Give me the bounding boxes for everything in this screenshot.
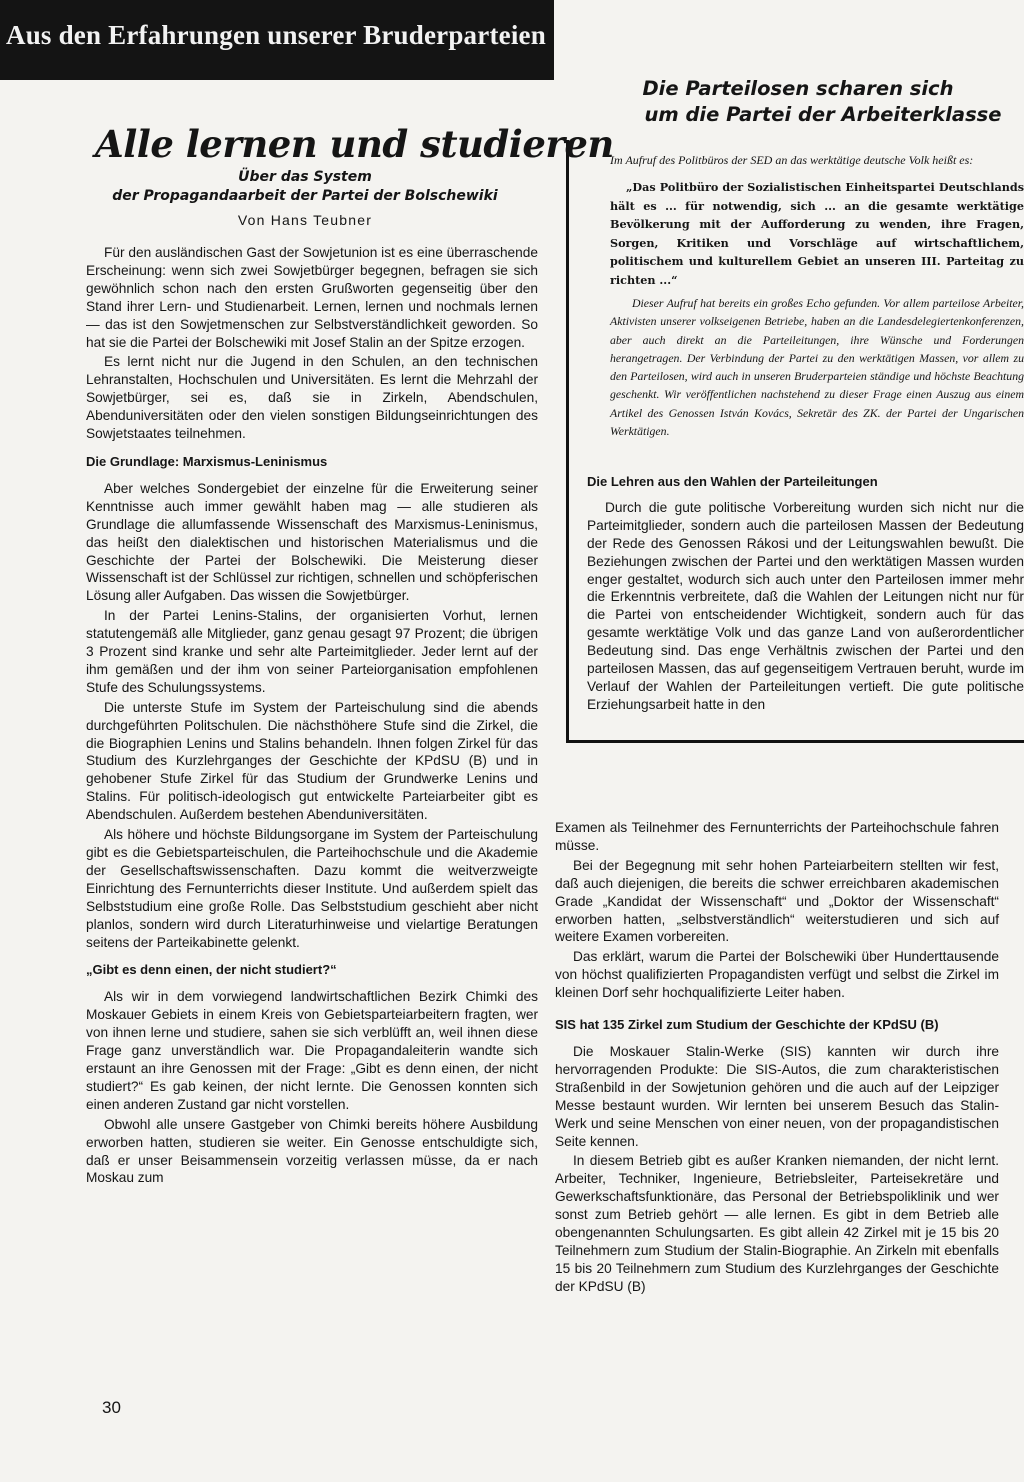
paragraph: Bei der Begegnung mit sehr hohen Parteiarbeitern stellten wir fest, daß auch diejenigen, die bereits die schwer erreichbaren akademischen Grade „Kandidat der Wissenschaft“ und „Doktor der Wissenschaft“ erworben hatten, „selbstverständlich“ weiterstudieren und sich auf weitere Examen vorbereiten. (555, 857, 999, 945)
paragraph: Obwohl alle unsere Gastgeber von Chimki bereits höhere Ausbildung erworben hatten, studieren sie weiter. Ein Genosse entschuldigte sich, daß er unser Beisammensein vorzeitig verlassen müsse, da er nach Moskau zum (86, 1116, 538, 1186)
section-header-title: Aus den Erfahrungen unserer Bruderparteien (6, 20, 546, 50)
right-article-headline (572, 76, 1024, 128)
right-headline-line2: um die Partei der Arbeiterklasse (644, 103, 1002, 126)
subtitle-line1: Über das System (238, 169, 372, 185)
right-article-section-heading: Die Lehren aus den Wahlen der Parteileitungen (587, 474, 878, 489)
section-heading: Die Grundlage: Marxismus-Leninismus (86, 453, 328, 469)
subtitle-line2: der Propagandaarbeit der Partei der Bolschewiki (112, 188, 498, 204)
right-headline-line1: Die Parteilosen scharen sich (642, 77, 954, 100)
paragraph: Die Moskauer Stalin-Werke (SIS) kannten wir durch ihre hervorragenden Produkte: Die SIS-Autos, die zum charakteristischen Straßenbild in der Sowjetunion gehören und die auch auf der Leipziger Messe bestaunt wurden. Wir lernten bei unserem Besuch das Stalin-Werk und seine Menschen von einer neuen, von der propagandistischen Seite kennen. (555, 1043, 999, 1149)
paragraph: Als wir in dem vorwiegend landwirtschaftlichen Bezirk Chimki des Moskauer Gebiets in einem Kreis von Gebietsparteiarbeitern fragten, wer von ihnen lerne und studiere, sahen sie sich verblüfft an, weil ihnen diese Frage ganz unverständlich war. Die Propagandaleiterin wandte sich erstaunt an ihre Genossen mit der Frage: „Gibt es denn einen, der nicht studiert?“ Es gab keinen, der nicht lernte. Die Genossen konnten sich einen anderen Zustand gar nicht vorstellen. (86, 989, 538, 1112)
paragraph: Aber welches Sondergebiet der einzelne für die Erweiterung seiner Kenntnisse auch immer gewählt haben mag — alle studieren als Grundlage die allumfassende Wissenschaft des Marxismus-Leninismus, das heißt den dialektischen und historischen Materialismus und die Geschichte der Partei der Bolschewiki. Die Meisterung dieser Wissenschaft ist der Schlüssel zur richtigen, schnellen und schöpferischen Lösung aller Aufgaben. Das wissen die Sowjetbürger. (86, 480, 538, 604)
paragraph: Für den ausländischen Gast der Sowjetunion ist es eine überraschende Erscheinung: wenn sich zwei Sowjetbürger begegnen, befragen sie sich gewöhnlich schon nach den ersten Grußworten gegenseitig über den Stand ihrer Lern- und Studienarbeit. Lernen, lernen und nochmals lernen — das ist den Sowjetmenschen zur Selbstverständlichkeit geworden. So hat sie die Partei der Bolschewiki mit Josef Stalin an der Spitze erzogen. (86, 245, 538, 350)
page-number: 30 (102, 1398, 121, 1417)
right-article-echo: Dieser Aufruf hat bereits ein großes Echo gefunden. Vor allem parteilose Arbeiter, Aktivisten unserer volkseigenen Betriebe, haben an die Landesdelegiertenkonferenzen, aber auch direkt an die Parteileitungen, ihre Wünsche und Forderungen herangetragen. Der Verbindung der Partei zu den werktätigen Massen, vor allem zu den Parteilosen, wird auch in unseren Bruderparteien ständige und höchste Beachtung geschenkt. Wir veröffentlichen nachstehend zu dieser Frage einen Auszug aus einem Artikel des Genossen István Kovács, Sekretär des ZK. der Partei der Ungarischen Werktätigen. (610, 296, 1024, 439)
paragraph: Als höhere und höchste Bildungsorgane im System der Parteischulung gibt es die Gebietsparteischulen, die Parteihochschule und die Akademie der Gesellschaftswissenschaften. Dazu kommt die weitverzweigte Einrichtung des Fernunterrichts dieser Institute. Und außerdem spielt das Selbststudium eine große Rolle. Das Selbststudium geschieht aber nicht planlos, sondern wird durch Literaturhinweise und vielartige Beratungen seitens der Parteikabinette gelenkt. (86, 827, 538, 950)
paragraph: Die unterste Stufe im System der Parteischulung sind die abends durchgeführten Politschulen. Die nächsthöhere Stufe sind die Zirkel, die die Biographien Lenins und Stalins behandeln. Ihnen folgen Zirkel für das Studium des Kurzlehrganges der Geschichte der KPdSU (B) und in gehobener Stufe Zirkel für das Studium der Grundwerke Lenins und Stalins. Für politisch-ideologisch gut entwickelte Parteiarbeiter gibt es Abendschulen. Außerdem bestehen Abenduniversitäten. (86, 699, 538, 823)
paragraph: Es lernt nicht nur die Jugend in den Schulen, an den technischen Lehranstalten, Hochschulen und Universitäten. Es lernt die Mehrzahl der Sowjetbürger, sei es, daß sie in Zirkeln, Abendschulen, Abenduniversitäten oder den vielen sonstigen Bildungseinrichtungen des Sowjetstaates teilnehmen. (86, 354, 538, 442)
article-column-right (555, 819, 999, 1298)
article-subtitle (75, 168, 535, 206)
section-heading: SIS hat 135 Zirkel zum Studium der Geschichte der KPdSU (B) (555, 1017, 939, 1033)
article-byline: Von Hans Teubner (237, 212, 373, 228)
right-article-intro: Im Aufruf des Politbüros der SED an das werktätige deutsche Volk heißt es: (610, 153, 974, 167)
paragraph: Durch die gute politische Vorbereitung wurden sich nicht nur die Parteimitglieder, sondern auch die parteilosen Massen der Bedeutung der Rede des Genossen Rákosi und der Leitungswahlen bewußt. Die Beziehungen zwischen der Partei und den werktätigen Massen wurden enger gestaltet, wodurch sich auch unter den Parteilosen immer mehr die Erkenntnis verbreitete, daß die Wahlen der Leitungen nicht nur für die Partei von entscheidender Wichtigkeit, sondern auch für das gesamte werktätige Volk und das ganze Land von außerordentlicher Bedeutung sind. Das enge Verhältnis zwischen der Partei und den parteilosen Massen, das auf gegenseitigem Vertrauen beruht, wurde im Verlauf der Wahlen der Parteileitungen vertieft. Die gute politische Erziehungsarbeit hatte in den (587, 499, 1024, 712)
paragraph: In der Partei Lenins-Stalins, der organisierten Vorhut, lernen statutengemäß alle Mitglieder, ganz genau gesagt 97 Prozent; die übrigen 3 Prozent sind kranke und sehr alte Parteimitglieder. Jeder lernt auf der ihm gemäßen und der ihm von seiner Parteiorganisation empfohlenen Stufe des Schulungssystems. (86, 608, 538, 695)
paragraph: Examen als Teilnehmer des Fernunterrichts der Parteihochschule fahren müsse. (555, 820, 999, 853)
article-title: Alle lernen und studieren (95, 122, 614, 166)
paragraph: Das erklärt, warum die Partei der Bolschewiki über Hunderttausende von höchst qualifizierten Propagandisten verfügt und selbst die Zirkel im kleinen Dorf sehr hochqualifizierte Leiter haben. (555, 949, 999, 1001)
paragraph: In diesem Betrieb gibt es außer Kranken niemanden, der nicht lernt. Arbeiter, Techniker, Ingenieure, Betriebsleiter, Parteisekretäre und Gewerkschaftsfunktionäre, das Personal der Betriebspoliklinik und wer sonst zum Betrieb gehört — alle lernen. Es gibt in dem Betrieb alle obengenannten Schulungsarten. Es gibt allein 42 Zirkel mit je 15 bis 20 Teilnehmern zum Studium der Stalin-Biographie. An Zirkeln mit ebenfalls 15 bis 20 Teilnehmern zum Studium des Kurzlehrganges der Geschichte der KPdSU (B) (555, 1153, 999, 1294)
right-article-quote: „Das Politbüro der Sozialistischen Einheitspartei Deutschlands hält es ... für notwendig, sich ... an die gesamte werktätige Bevölkerung mit der Aufforderung zu wenden, ihre Fragen, Sorgen, Kritiken und Vorschläge auf wirtschaftlichem, politischem und kulturellem Gebiet an unseren III. Parteitag zu richten ...“ (610, 180, 1024, 287)
article-column-left (86, 244, 538, 1189)
right-article-section (587, 473, 1024, 716)
section-heading: „Gibt es denn einen, der nicht studiert?“ (86, 962, 337, 978)
